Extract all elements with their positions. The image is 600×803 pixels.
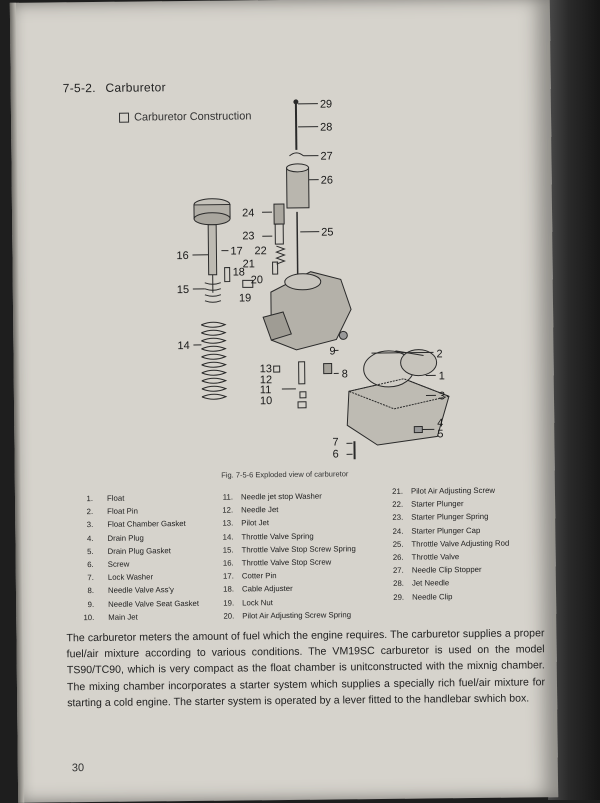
figure-caption: Fig. 7-5-6 Exploded view of carburetor [15,467,555,482]
callout-23: 23 [242,230,254,242]
square-bullet-icon [119,113,129,123]
callout-24: 24 [242,207,254,219]
parts-list-item: 9. Needle Valve Seat Gasket [66,596,199,611]
parts-list-item: 17. Cotter Pin [212,568,356,583]
manual-page [10,0,558,803]
callout-10: 10 [260,395,272,407]
callout-14: 14 [177,340,189,352]
parts-list-item: 2. Float Pin [65,504,198,519]
page-edge [10,3,24,803]
callout-20: 20 [251,274,263,286]
parts-list-item: 5. Drain Plug Gasket [66,544,199,559]
callout-13: 13 [260,363,272,375]
parts-list-item: 4. Drain Plug [65,530,198,545]
callout-2: 2 [436,348,442,360]
callout-21: 21 [243,258,255,270]
parts-list-item: 21. Pilot Air Adjusting Screw [381,484,509,499]
parts-list-item: 11. Needle jet stop Washer [211,489,355,504]
callout-15: 15 [177,284,189,296]
parts-list-item: 22. Starter Plunger [381,497,509,512]
parts-list-item: 7. Lock Washer [66,570,199,585]
parts-list-item: 25. Throttle Valve Adjusting Rod [381,536,509,551]
parts-list-item: 1. Float [65,491,198,506]
parts-list-item: 19. Lock Nut [212,595,356,610]
description-paragraph: The carburetor meters the amount of fuel which the engine requires. The carburetor supplies a proper fuel/air mixture according to various conditions. The VM19SC carburetor is used on the model TS90/TC90, which is very compact as the float chamber is unitconstructed with the mixnig chamber. The mixing chamber incorporates a starter system which supplies a specially rich fuel/air mixture for starting a cold engine. The starter system is operated by a lever fitted to the handlebar swhich box. [66,625,545,711]
subsection-title: Carburetor Construction [134,110,252,123]
callout-8: 8 [342,368,348,380]
parts-column-3 [381,484,510,604]
parts-column-2 [211,489,357,622]
parts-list-item: 12. Needle Jet [211,502,355,517]
parts-list-item: 16. Throttle Valve Stop Screw [212,555,356,570]
callout-12: 12 [260,374,272,386]
exploded-view-diagram [161,90,475,468]
parts-column-1 [65,491,199,624]
parts-list-item: 27. Needle Clip Stopper [382,563,510,578]
parts-list-item: 26. Throttle Valve [382,550,510,565]
page-number: 30 [72,762,84,774]
callout-7: 7 [332,436,338,448]
parts-list-item: 3. Float Chamber Gasket [65,517,198,532]
callout-17: 17 [230,245,242,257]
callout-6: 6 [333,448,339,460]
parts-list-item: 29. Needle Clip [382,589,510,604]
parts-list-item: 20. Pilot Air Adjusting Screw Spring [212,608,356,623]
parts-list-item: 13. Pilot Jet [211,516,355,531]
callout-9: 9 [329,345,335,357]
section-title: Carburetor [105,80,166,95]
parts-list-item: 28. Jet Needle [382,576,510,591]
callout-25: 25 [321,226,333,238]
callout-29: 29 [320,98,332,110]
parts-list [65,487,536,622]
callout-19: 19 [239,292,251,304]
parts-list-item: 10. Main Jet [66,610,199,625]
callout-11: 11 [260,384,272,396]
callout-18: 18 [233,266,245,278]
parts-list-item: 15. Throttle Valve Stop Screw Spring [211,542,355,557]
callout-26: 26 [321,174,333,186]
parts-list-item: 18. Cable Adjuster [212,582,356,597]
callout-27: 27 [320,150,332,162]
parts-list-item: 14. Throttle Valve Spring [211,529,355,544]
callout-1: 1 [439,370,445,382]
callout-3: 3 [439,390,445,402]
callout-4: 4 [437,417,443,429]
parts-list-item: 8. Needle Valve Ass'y [66,583,199,598]
section-number: 7-5-2. [63,81,96,95]
callout-22: 22 [254,245,266,257]
callout-16: 16 [176,250,188,262]
parts-list-item: 6. Screw [66,557,199,572]
callout-28: 28 [320,121,332,133]
section-heading [63,80,166,95]
parts-list-item: 24. Starter Plunger Cap [381,523,509,538]
parts-list-item: 23. Starter Plunger Spring [381,510,509,525]
callout-5: 5 [437,428,443,440]
